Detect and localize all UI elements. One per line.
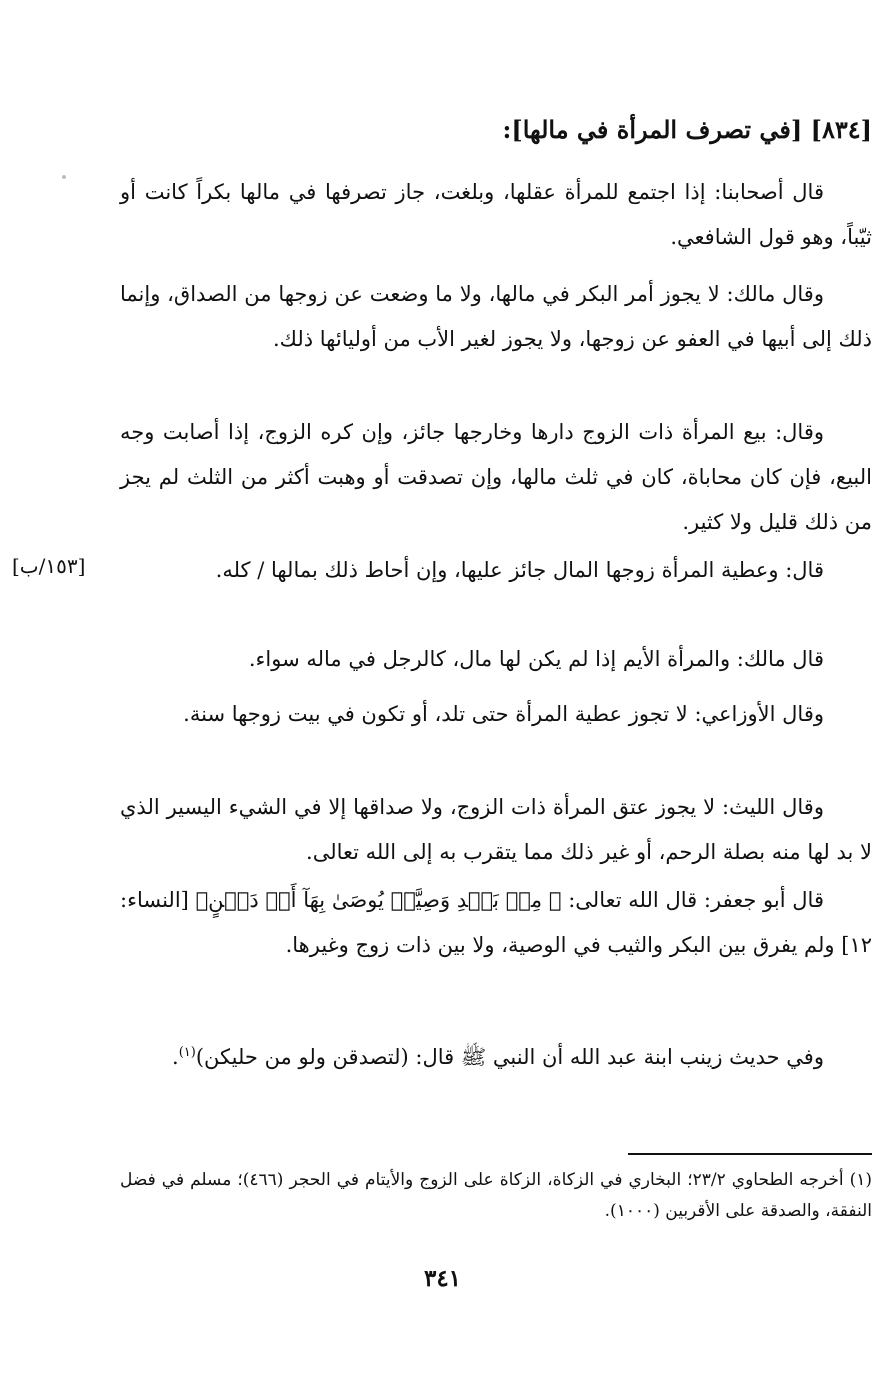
- margin-folio-reference: [١٥٣/ب]: [12, 554, 86, 578]
- footnote-divider: [628, 1153, 872, 1155]
- paragraph-1: قال أصحابنا: إذا اجتمع للمرأة عقلها، وبلغت، جاز تصرفها في مالها بكراً كانت أو ثيّباً، وهو قول الشافعي.: [120, 180, 872, 249]
- paragraph-3: وقال: بيع المرأة ذات الزوج دارها وخارجها جائز، وإن كره الزوج، إذا أصابت وجه البيع، فإن كان محاباة، كان في ثلث مالها، وإن تصدقت أو وهبت أكثر من الثلث لم يجز من ذلك قليل ولا كثير.: [120, 420, 872, 534]
- paragraph-4: قال: وعطية المرأة زوجها المال جائز عليها، وإن أحاط ذلك بمالها / كله.: [215, 558, 824, 582]
- paragraph-7: وقال الليث: لا يجوز عتق المرأة ذات الزوج، ولا صداقها إلا في الشيء اليسير الذي لا بد لها منه بصلة الرحم، أو غير ذلك مما يتقرب به إلى الله تعالى.: [120, 795, 872, 864]
- paragraph-8: قال أبو جعفر: قال الله تعالى: ﴿ مِنۢ بَعۡدِ وَصِيَّةٖ يُوصَىٰ بِهَآ أَوۡ دَيۡنٍ﴾ [النساء: ١٢] ولم يفرق بين البكر والثيب في الوصية، ولا بين ذات زوج وغيرها.: [120, 888, 872, 957]
- footnote-marker: (١): [178, 1045, 196, 1060]
- paragraph-5: قال مالك: والمرأة الأيم إذا لم يكن لها مال، كالرجل في ماله سواء.: [248, 647, 824, 671]
- page-number: ٣٤١: [423, 1265, 462, 1292]
- paragraph-9: وفي حديث زينب ابنة عبد الله أن النبي ﷺ قال: (لتصدقن ولو من حليكن)$^{(١)}$.: [172, 1045, 824, 1069]
- section-heading: [٨٣٤] [في تصرف المرأة في مالها]:: [502, 115, 872, 144]
- paragraph-9-text: وفي حديث زينب ابنة عبد الله أن النبي ﷺ قال: (لتصدقن ولو من حليكن): [195, 1045, 824, 1069]
- paragraph-2: وقال مالك: لا يجوز أمر البكر في مالها، ولا ما وضعت عن زوجها من الصداق، وإنما ذلك إلى أبيها في العفو عن زوجها، ولا يجوز لغير الأب من أوليائها ذلك.: [120, 282, 872, 351]
- paragraph-6: وقال الأوزاعي: لا تجوز عطية المرأة حتى تلد، أو تكون في بيت زوجها سنة.: [183, 702, 824, 726]
- footnote: (١) أخرجه الطحاوي ٢٣/٢؛ البخاري في الزكاة، الزكاة على الزوج والأيتام في الحجر (٤٦٦)؛ مسلم في فضل النفقة، والصدقة على الأقربين (١٠٠٠).: [120, 1170, 872, 1221]
- scan-speck: [62, 175, 66, 179]
